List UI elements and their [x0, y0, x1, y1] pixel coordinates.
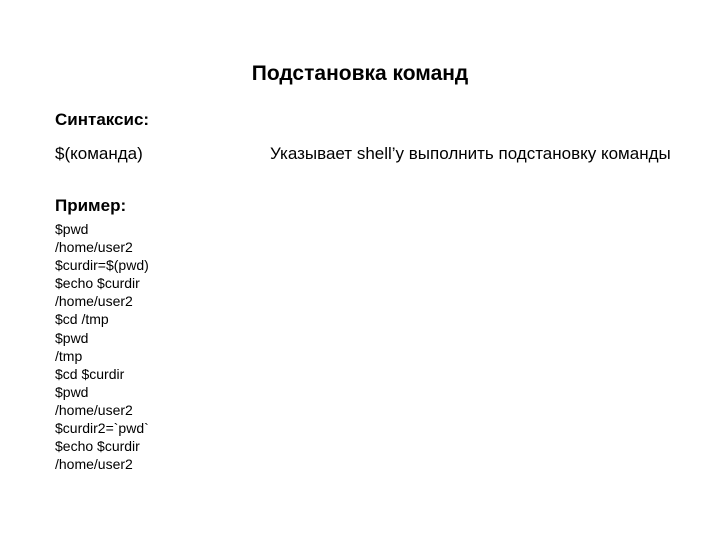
example-code-line: $cd /tmp	[55, 311, 109, 328]
slide-title	[0, 62, 720, 86]
example-code-line: $curdir=$(pwd)	[55, 257, 149, 274]
example-code-line: /home/user2	[55, 293, 133, 310]
syntax-expression: $(команда)	[55, 144, 143, 163]
example-code-line: $pwd	[55, 329, 89, 346]
example-code-line: $curdir2=`pwd`	[55, 420, 149, 437]
syntax-description: Указывает shell’у выполнить подстановку команды	[270, 144, 671, 163]
example-code-lines	[55, 220, 149, 473]
example-code-line: $echo $curdir	[55, 275, 140, 292]
syntax-heading: Синтаксис:	[55, 110, 150, 129]
example-code-line: $echo $curdir	[55, 438, 140, 455]
example-code-line: /home/user2	[55, 456, 133, 473]
example-heading: Пример:	[55, 196, 127, 215]
example-code-line: $cd $curdir	[55, 365, 125, 382]
example-code-line: /home/user2	[55, 401, 133, 418]
example-code-line: /tmp	[55, 347, 83, 364]
example-code-line: $pwd	[55, 383, 89, 400]
example-code-line: $pwd	[55, 221, 89, 237]
slide-title-text: Подстановка команд	[251, 62, 469, 85]
example-code-line: /home/user2	[55, 239, 133, 256]
